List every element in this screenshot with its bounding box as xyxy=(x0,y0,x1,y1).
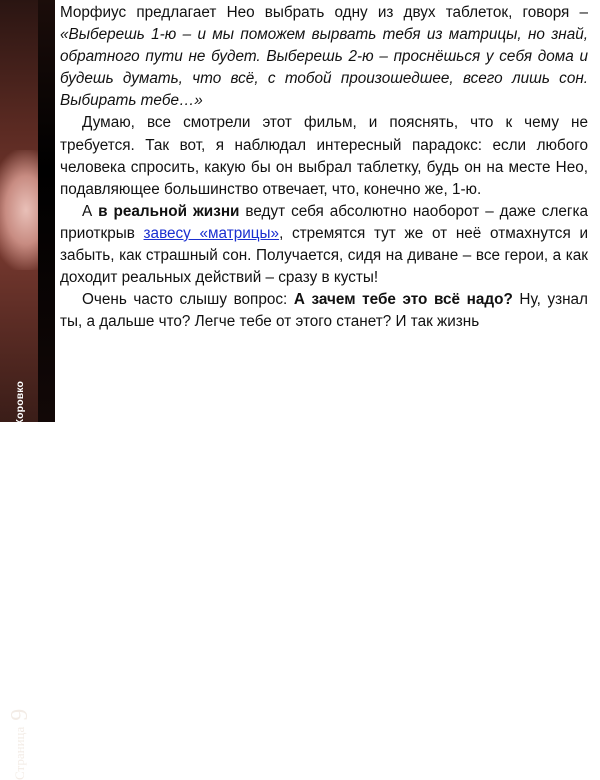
paragraph-3-middle: ведут себя абсолютно наоборот – даже слегка приоткрыв xyxy=(60,202,588,242)
sidebar-stripe xyxy=(38,0,55,422)
morpheus-quote: «Выберешь 1-ю – и мы поможем вырвать тебя из матрицы, но знай, обратного пути не будет. Выберешь 2-ю – проснёшься у себя дома и будешь думать, что всё, с тобой произошедшее, всего лишь сон. Выбирать тебе…» xyxy=(60,26,588,110)
paragraph-4-start: Очень часто слышу вопрос: xyxy=(82,291,294,309)
paragraph-1 xyxy=(60,2,588,112)
book-subtitle: Ликвидируем своё незнание о незнании. Владимир Коровко xyxy=(14,381,26,703)
sidebar-vertical-caption xyxy=(0,358,40,780)
paragraph-2: Думаю, все смотрели этот фильм, и пояснять, что к чему не требуется. Так вот, я наблюдал интересный парадокс: если любого человека спросить, какую бы он выбрал таблетку, будь он на месте Нео, подавляющее большинство отвечает, что, конечно же, 1-ю. xyxy=(60,114,588,198)
paragraph-3 xyxy=(60,201,588,289)
paragraph-3-start: А xyxy=(82,202,99,220)
page-label: Страница xyxy=(12,726,27,780)
question-bold: А зачем тебе это всё надо? xyxy=(293,291,513,309)
paragraph-4-end: Ну, узнал ты, а дальше что? Легче тебе от этого станет? И так жизнь xyxy=(60,291,588,331)
paragraph-1-lead: Морфиус предлагает Нео выбрать одну из двух таблеток, говоря – xyxy=(60,4,588,21)
paragraph-3-end: , стремятся тут же от неё отмахнутся и забыть, как страшный сон. Получается, сидя на диване – все герои, а как доходит реальных действий – сразу в кусты! xyxy=(60,224,588,287)
article-body xyxy=(60,2,588,333)
paragraph-4 xyxy=(60,289,588,333)
real-life-bold: в реальной жизни xyxy=(98,202,240,220)
matrix-curtain-link[interactable]: завесу «матрицы» xyxy=(143,224,280,242)
page-number: 9 xyxy=(7,708,33,721)
page-sidebar xyxy=(0,0,55,780)
